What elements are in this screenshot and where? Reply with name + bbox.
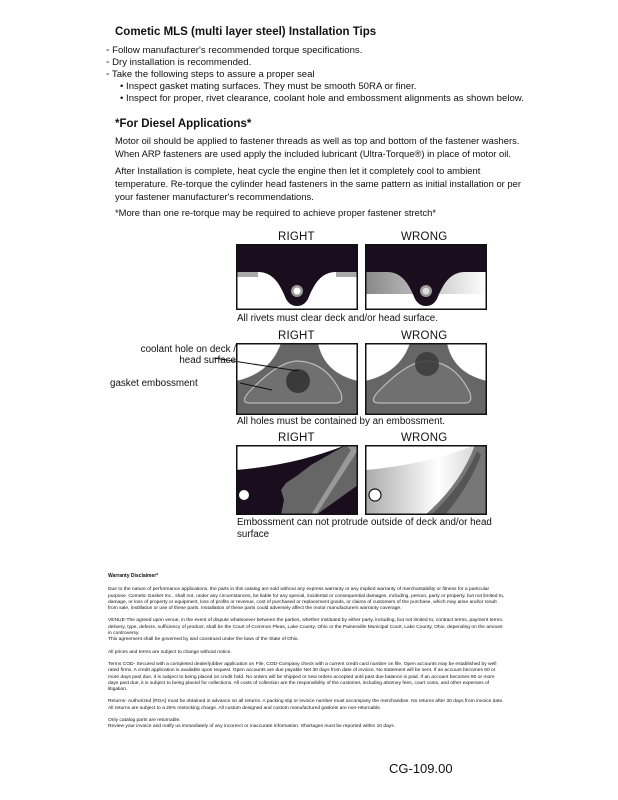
warranty-disclaimer xyxy=(108,573,506,737)
subtip: • Inspect for proper, rivet clearance, coolant hole and embossment alignments as shown below. xyxy=(120,93,524,104)
warranty-paragraph: Returns- Authorized (RGA) must be obtained in advance on all returns. A packing slip or invoice number must accompany the merchandise. No returns after 30 days from invoice date. All returns are subject to a 25% restocking charge. All custom designed and custom manufactured gaskets are non-returnable. xyxy=(108,699,504,711)
page-title: Cometic MLS (multi layer steel) Installation Tips xyxy=(115,26,377,38)
caption: Embossment can not protrude outside of deck and/or head surface xyxy=(237,517,492,540)
diesel-heading: *For Diesel Applications* xyxy=(115,118,252,130)
warranty-paragraph: Terms COD- Secured with a completed dealer/jobber application on File, COD-Company check with a current credit card number on file. Open accounts may be established by well rated firms. A credit application is available upon request. Open accounts are due payable Net 30 days from date of invoice. No statement will be sent. If an account becomes 60 or more days past due, it is subject to being placed on credit hold. No orders will be shipped or new orders accepted until past due balance is paid. If an account becomes 90 or more days past due, it is subject to being placed for collections. All costs of collection are the responsibility of the customer, including attorney fees, court costs, and other expenses of litigation. xyxy=(108,661,497,693)
right-label: RIGHT xyxy=(278,330,315,342)
right-label: RIGHT xyxy=(278,231,315,243)
embossment-wrong-diagram xyxy=(365,343,487,415)
warranty-paragraph: VENUE-The agreed upon venue, in the event of dispute whatsoever between the parties, whether instituted by either party, including, but not limited to, contract terms, payment terms, delivery, type, defects, sufficiency of product, shall be the Court of Common Pleas, Lake County, Ohio or the Painesville Municipal Court, Lake County, Ohio, depending on the amount in controversy. This agreement shall be governed by and construed under the laws of the State of Ohio. xyxy=(108,618,504,643)
protrude-wrong-diagram xyxy=(365,445,487,515)
warranty-paragraph: Due to the nature of performance applications, the parts in this catalog are sold without any express warranty or any implied warranty of merchantability or fitness for a particular purpose. Cometic Gasket Inc., shall not, under any circumstances, be liable for any special, incidental or consequential damages, including, person, party or property, but not limited to, damage, or loss of property or equipment, loss of profits or revenue, cost of purchased or replacement goods, or claims of customers of the purchase, which may arise and/or result from sale, instillation or use of these parts. Installation of these parts could adversely affect the motor manufacturers warranty coverage. xyxy=(108,587,505,612)
wrong-label: WRONG xyxy=(401,330,448,342)
tips-list xyxy=(106,45,524,105)
protrude-right-diagram xyxy=(236,445,358,515)
rivet-right-diagram xyxy=(236,244,358,310)
tip: ◦ Take the following steps to assure a proper seal xyxy=(106,69,315,80)
tip: ◦ Dry installation is recommended. xyxy=(106,57,252,68)
diesel-paragraph: Motor oil should be applied to fastener threads as well as top and bottom of the fastener washers. When ARP fasteners are used apply the included lubricant (Ultra-Torque®) in place of motor oil. xyxy=(115,135,520,159)
callout-embossment: gasket embossment xyxy=(110,378,198,389)
caption: All holes must be contained by an embossment. xyxy=(237,416,446,427)
wrong-label: WRONG xyxy=(401,432,448,444)
callout-leaders xyxy=(200,340,320,400)
rivet-wrong-diagram xyxy=(365,244,487,310)
diesel-paragraph: After Installation is complete, heat cycle the engine then let it completely cool to ambient temperature. Re-torque the cylinder head fasteners in the same pattern as initial installation or per your fastener manufacturer's recommendations. xyxy=(115,165,521,202)
callout-coolant-hole: coolant hole on deck / head surface xyxy=(140,344,236,366)
diesel-note: *More than one re-torque may be required to achieve proper fastener stretch* xyxy=(115,207,437,218)
subtip: • Inspect gasket mating surfaces. They must be smooth 50RA or finer. xyxy=(120,81,417,92)
warranty-paragraph: All prices and terms are subject to change without notice. xyxy=(108,649,232,655)
warranty-paragraph: Only catalog parts are returnable. Review your invoice and notify us immediately of any incorrect or inaccurate information. Shortages must be reported within 10 days. xyxy=(108,718,396,730)
wrong-label: WRONG xyxy=(401,231,448,243)
right-label: RIGHT xyxy=(278,432,315,444)
tip: ◦ Follow manufacturer's recommended torque specifications. xyxy=(106,45,363,56)
catalog-code: CG-109.00 xyxy=(389,761,453,776)
warranty-heading: Warranty Disclaimer* xyxy=(108,573,159,579)
caption: All rivets must clear deck and/or head surface. xyxy=(237,313,438,324)
